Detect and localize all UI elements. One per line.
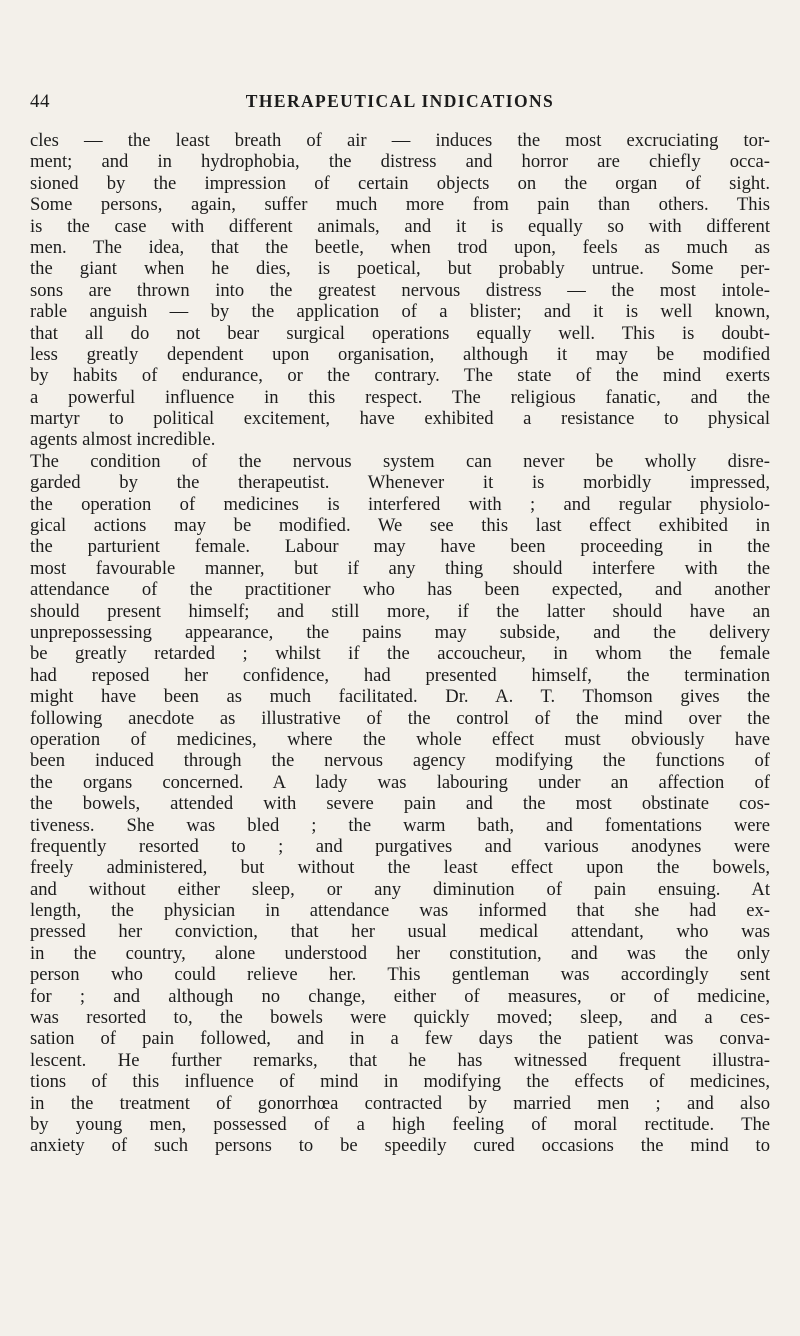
body-text bbox=[30, 130, 770, 1157]
text-line: agents almost incredible. bbox=[30, 429, 216, 451]
text-line: most favourable manner, but if any thing should interfere with the bbox=[30, 557, 770, 579]
text-line: tiveness. She was bled ; the warm bath, and fomentations were bbox=[30, 814, 770, 836]
text-line: in the treatment of gonorrhœa contracted by married men ; and also bbox=[30, 1092, 770, 1114]
text-line: garded by the therapeutist. Whenever it is morbidly impressed, bbox=[30, 472, 770, 494]
text-line: frequently resorted to ; and purgatives and various anodynes were bbox=[30, 835, 770, 857]
text-line: freely administered, but without the least effect upon the bowels, bbox=[30, 857, 770, 879]
text-line: the bowels, attended with severe pain and the most obstinate cos- bbox=[30, 793, 770, 815]
text-line: a powerful influence in this respect. The religious fanatic, and the bbox=[30, 386, 770, 408]
text-line: that all do not bear surgical operations equally well. This is doubt- bbox=[30, 322, 770, 344]
text-line: cles — the least breath of air — induces the most excruciating tor- bbox=[30, 130, 770, 151]
text-line: and without either sleep, or any diminution of pain ensuing. At bbox=[30, 878, 770, 900]
text-line: Some persons, again, suffer much more from pain than others. This bbox=[30, 194, 770, 216]
text-line: less greatly dependent upon organisation, although it may be modified bbox=[30, 343, 770, 365]
text-line: unprepossessing appearance, the pains may subside, and the delivery bbox=[30, 621, 770, 643]
text-line: rable anguish — by the application of a blister; and it is well known, bbox=[30, 301, 770, 323]
text-line: pressed her conviction, that her usual medical attendant, who was bbox=[30, 921, 770, 943]
text-line: the operation of medicines is interfered with ; and regular physiolo- bbox=[30, 493, 770, 515]
text-line: person who could relieve her. This gentleman was accordingly sent bbox=[30, 964, 770, 986]
text-line: for ; and although no change, either of measures, or of medicine, bbox=[30, 985, 770, 1007]
text-line: length, the physician in attendance was informed that she had ex- bbox=[30, 900, 770, 922]
page-number: 44 bbox=[30, 91, 50, 112]
text-line: is the case with different animals, and it is equally so with different bbox=[30, 215, 770, 237]
text-line: the organs concerned. A lady was labouring under an affection of bbox=[30, 771, 770, 793]
text-line: be greatly retarded ; whilst if the accoucheur, in whom the female bbox=[30, 643, 770, 665]
text-line: sons are thrown into the greatest nervous distress — the most intole- bbox=[30, 279, 770, 301]
text-line: the giant when he dies, is poetical, but probably untrue. Some per- bbox=[30, 258, 770, 280]
page-header bbox=[30, 91, 770, 115]
text-line: in the country, alone understood her constitution, and was the only bbox=[30, 942, 770, 964]
text-line: might have been as much facilitated. Dr. A. T. Thomson gives the bbox=[30, 686, 770, 708]
text-line: gical actions may be modified. We see this last effect exhibited in bbox=[30, 515, 770, 537]
text-line: lescent. He further remarks, that he has witnessed frequent illustra- bbox=[30, 1049, 770, 1071]
text-line: sioned by the impression of certain objects on the organ of sight. bbox=[30, 172, 770, 194]
text-line: should present himself; and still more, if the latter should have an bbox=[30, 600, 770, 622]
text-line: by young men, possessed of a high feeling of moral rectitude. The bbox=[30, 1113, 770, 1135]
text-line: tions of this influence of mind in modifying the effects of medicines, bbox=[30, 1071, 770, 1093]
text-line: the parturient female. Labour may have been proceeding in the bbox=[30, 536, 770, 558]
text-line: anxiety of such persons to be speedily cured occasions the mind to bbox=[30, 1135, 770, 1157]
text-line: operation of medicines, where the whole effect must obviously have bbox=[30, 728, 770, 750]
text-line: men. The idea, that the beetle, when trod upon, feels as much as bbox=[30, 236, 770, 258]
text-line: ment; and in hydrophobia, the distress and horror are chiefly occa- bbox=[30, 151, 770, 173]
text-line: attendance of the practitioner who has been expected, and another bbox=[30, 579, 770, 601]
text-line: martyr to political excitement, have exhibited a resistance to physical bbox=[30, 408, 770, 430]
text-line: following anecdote as illustrative of the control of the mind over the bbox=[30, 707, 770, 729]
text-line: The condition of the nervous system can never be wholly disre- bbox=[30, 450, 770, 472]
text-line: had reposed her confidence, had presented himself, the termination bbox=[30, 664, 770, 686]
running-head: THERAPEUTICAL INDICATIONS bbox=[245, 91, 555, 111]
text-line: was resorted to, the bowels were quickly moved; sleep, and a ces- bbox=[30, 1007, 770, 1029]
text-line: by habits of endurance, or the contrary. The state of the mind exerts bbox=[30, 365, 770, 387]
text-line: been induced through the nervous agency modifying the functions of bbox=[30, 750, 770, 772]
text-line: sation of pain followed, and in a few days the patient was conva- bbox=[30, 1028, 770, 1050]
